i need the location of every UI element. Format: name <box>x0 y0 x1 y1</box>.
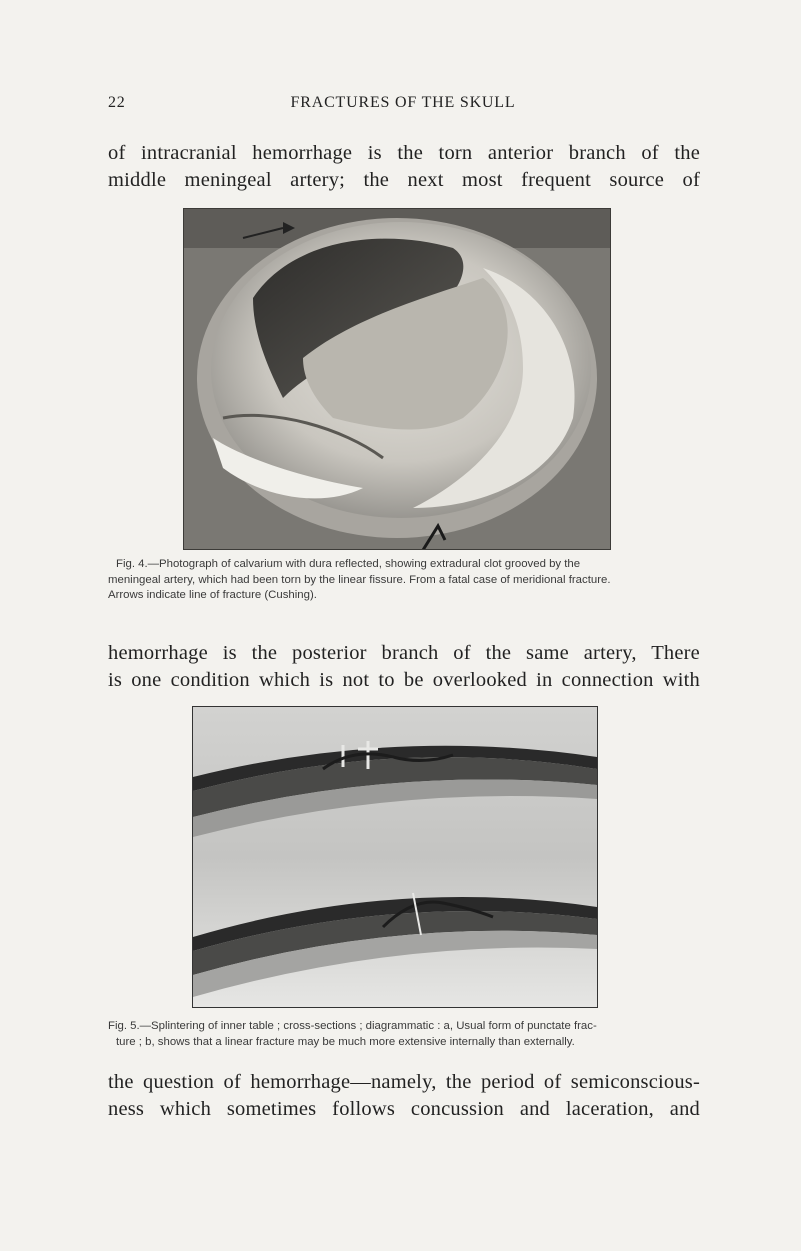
paragraph-1 <box>108 140 700 194</box>
caption-line: meningeal artery, which had been torn by the linear fissure. From a fatal case of meridional fracture. <box>108 573 611 586</box>
running-title: FRACTURES OF THE SKULL <box>290 94 516 111</box>
figure-5-caption <box>108 1019 700 1050</box>
figure-5-diagram <box>192 706 598 1008</box>
text-line: hemorrhage is the posterior branch of the same artery, There <box>108 642 700 664</box>
page-number: 22 <box>108 94 126 111</box>
text-line: the question of hemorrhage—namely, the period of semiconscious- <box>108 1071 700 1093</box>
figure-4-photograph <box>183 208 611 550</box>
caption-line: ture ; b, shows that a linear fracture may be much more extensive internally than externally. <box>116 1035 575 1048</box>
text-line: ness which sometimes follows concussion and laceration, and <box>108 1098 700 1120</box>
caption-line: Fig. 4.—Photograph of calvarium with dura reflected, showing extradural clot grooved by the <box>116 558 581 570</box>
paragraph-3 <box>108 1069 700 1123</box>
paragraph-2 <box>108 640 700 694</box>
text-line: middle meningeal artery; the next most frequent source of <box>108 169 700 191</box>
text-line: is one condition which is not to be overlooked in connection with <box>108 669 700 691</box>
text-line: of intracranial hemorrhage is the torn anterior branch of the <box>108 142 700 164</box>
figure-4-caption <box>108 557 700 604</box>
caption-line: Arrows indicate line of fracture (Cushing). <box>108 589 317 601</box>
caption-line: Fig. 5.—Splintering of inner table ; cross-sections ; diagrammatic : a, Usual form of punctate frac- <box>108 1020 597 1032</box>
